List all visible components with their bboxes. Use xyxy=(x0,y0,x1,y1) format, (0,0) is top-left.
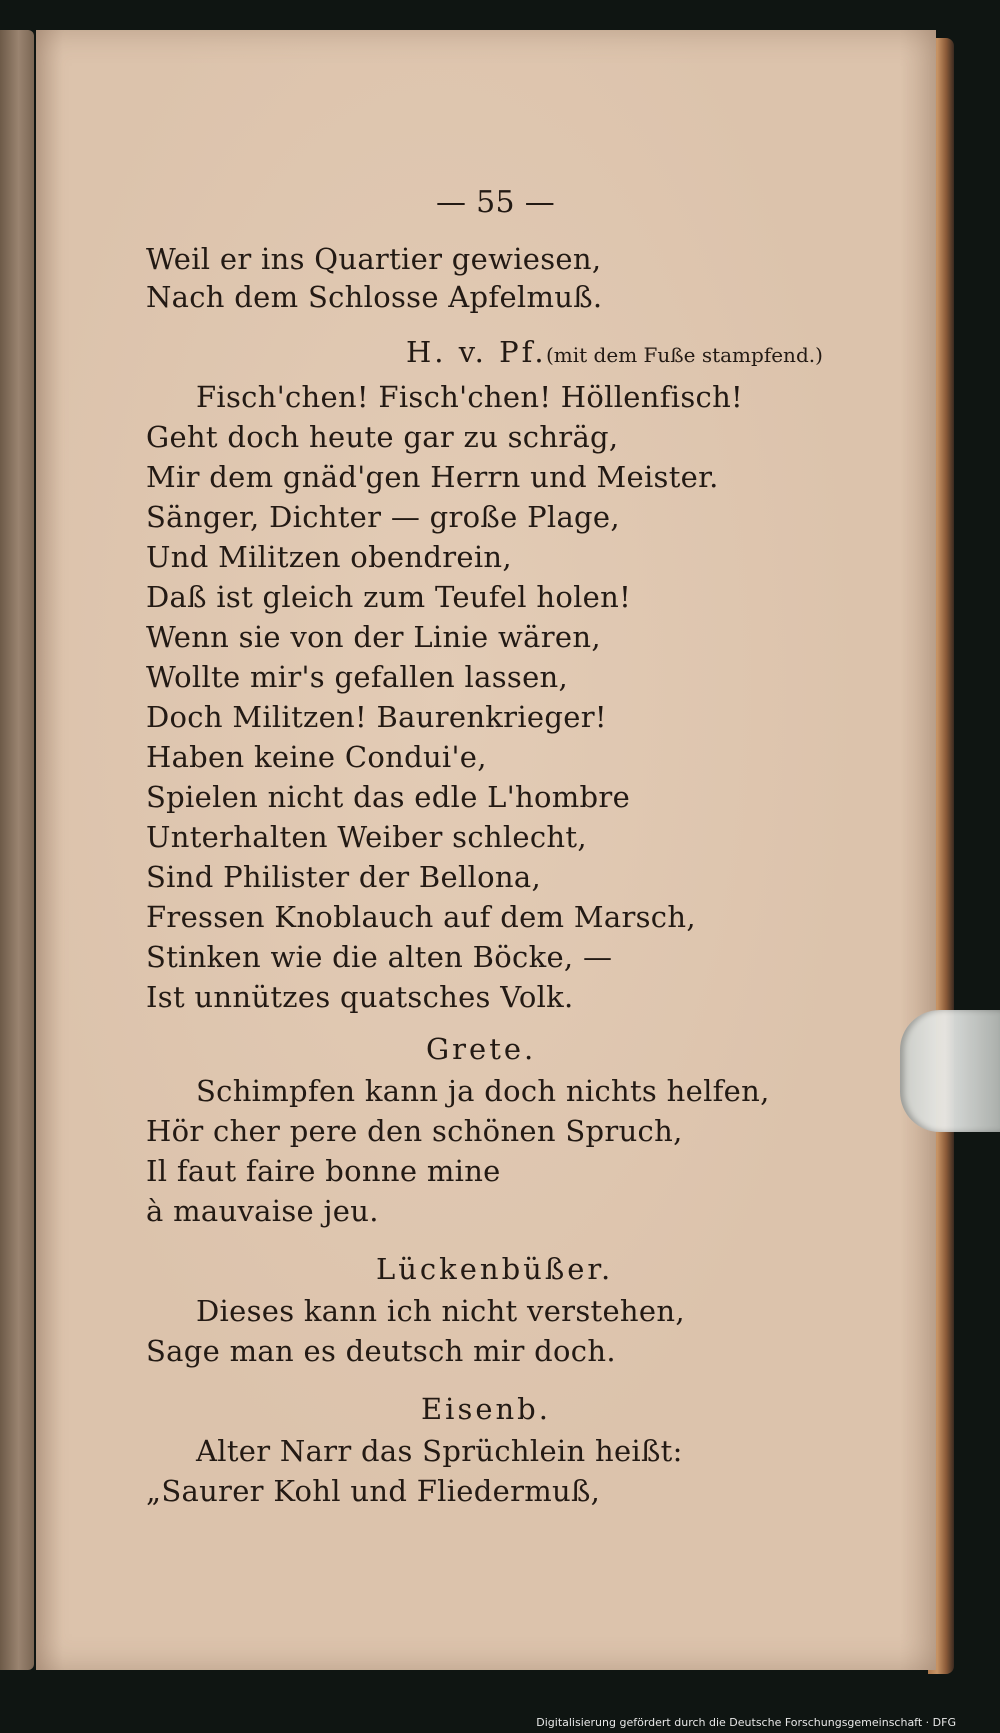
verse-line: Mir dem gnäd'gen Herrn und Meister. xyxy=(146,460,719,494)
verse-line: Fressen Knoblauch auf dem Marsch, xyxy=(146,900,696,934)
verse-line: Il faut faire bonne mine xyxy=(146,1154,501,1188)
verse-line: „Saurer Kohl und Fliedermuß, xyxy=(146,1474,601,1508)
verse-line: Ist unnützes quatsches Volk. xyxy=(146,980,574,1014)
verse-line: Und Militzen obendrein, xyxy=(146,540,512,574)
verse-line: Daß ist gleich zum Teufel holen! xyxy=(146,580,632,614)
verse-line: Spielen nicht das edle L'hombre xyxy=(146,780,631,814)
stage-direction: (mit dem Fuße stampfend.) xyxy=(546,343,823,367)
book-page xyxy=(36,30,936,1670)
verse-line: Schimpfen kann ja doch nichts helfen, xyxy=(196,1074,770,1108)
verse-line: Doch Militzen! Baurenkrieger! xyxy=(146,700,607,734)
verse-line: Alter Narr das Sprüchlein heißt: xyxy=(196,1434,683,1468)
speaker-name: Grete. xyxy=(426,1032,537,1066)
left-page-edge xyxy=(0,30,34,1670)
verse-line: Wollte mir's gefallen lassen, xyxy=(146,660,569,694)
verse-line: Haben keine Condui'e, xyxy=(146,740,487,774)
verse-line: Hör cher pere den schönen Spruch, xyxy=(146,1114,683,1148)
verse-line: Sage man es deutsch mir doch. xyxy=(146,1334,616,1368)
verse-line: Nach dem Schlosse Apfelmuß. xyxy=(146,280,603,314)
verse-line: Geht doch heute gar zu schräg, xyxy=(146,420,619,454)
verse-line: à mauvaise jeu. xyxy=(146,1194,379,1228)
book-clip xyxy=(900,1010,1000,1132)
verse-line: Fisch'chen! Fisch'chen! Höllenfisch! xyxy=(196,380,744,414)
speaker-name: Eisenb. xyxy=(421,1392,551,1426)
verse-line: Sind Philister der Bellona, xyxy=(146,860,541,894)
verse-line: Weil er ins Quartier gewiesen, xyxy=(146,242,602,276)
verse-line: Dieses kann ich nicht verstehen, xyxy=(196,1294,685,1328)
verse-line: Sänger, Dichter — große Plage, xyxy=(146,500,620,534)
page-number: — 55 — xyxy=(436,185,556,220)
verse-line: Stinken wie die alten Böcke, — xyxy=(146,940,613,974)
verse-line: Unterhalten Weiber schlecht, xyxy=(146,820,587,854)
verse-line: Wenn sie von der Linie wären, xyxy=(146,620,601,654)
speaker-name: Lückenbüßer. xyxy=(376,1252,614,1286)
digitization-credit: Digitalisierung gefördert durch die Deutsche Forschungsgemeinschaft · DFG xyxy=(536,1716,956,1729)
speaker-name: H. v. Pf. xyxy=(406,335,547,369)
